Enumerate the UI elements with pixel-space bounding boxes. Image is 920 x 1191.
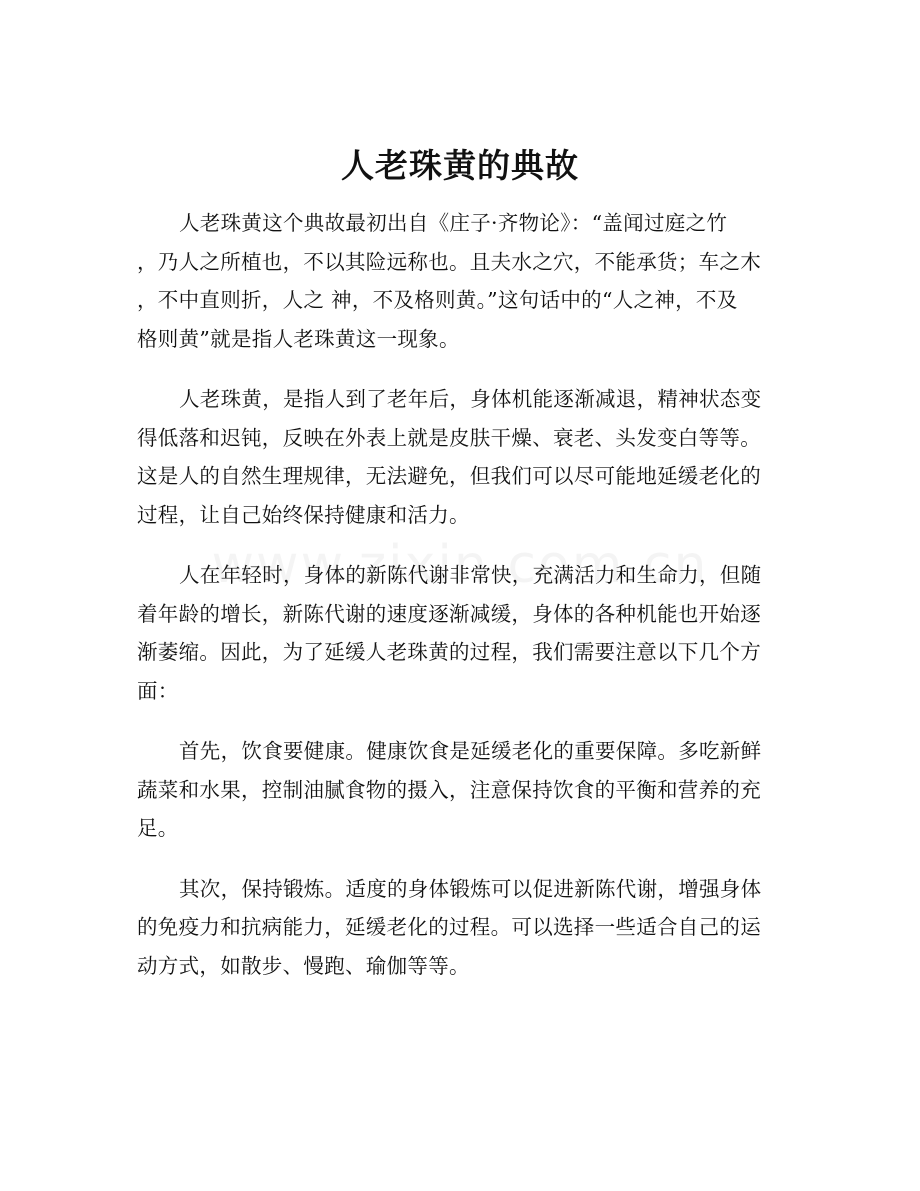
- paragraph-4: [137, 732, 783, 848]
- paragraph-line: 得低落和迟钝，反映在外表上就是皮肤干燥、衰老、头发变白等等。: [137, 425, 761, 450]
- paragraph-line: 格则黄”就是指人老珠黄这一现象。: [137, 326, 460, 351]
- paragraph-5: [137, 870, 783, 986]
- paragraph-line: 动方式，如散步、慢跑、瑜伽等等。: [137, 953, 470, 978]
- paragraph-line: 首先，饮食要健康。健康饮食是延缓老化的重要保障。多吃新鲜: [179, 739, 762, 763]
- paragraph-line: 的免疫力和抗病能力，延缓老化的过程。可以选择一些适合自己的运: [137, 915, 761, 939]
- paragraph-line: 着年龄的增长，新陈代谢的速度逐渐减缓，身体的各种机能也开始逐: [137, 601, 761, 626]
- paragraph-2: [137, 380, 783, 534]
- paragraph-line: ，乃人之所植也，不以其险远称也。且夫水之穴，不能承货；车之木: [137, 249, 761, 274]
- paragraph-line: 人在年轻时，身体的新陈代谢非常快，充满活力和生命力，但随: [179, 563, 762, 587]
- document-body: [137, 204, 783, 1007]
- paragraph-line: 蔬菜和水果，控制油腻食物的摄入，注意保持饮食的平衡和营养的充: [137, 777, 761, 802]
- paragraph-line: 这是人的自然生理规律，无法避免，但我们可以尽可能地延缓老化的: [137, 464, 761, 488]
- paragraph-line: 渐萎缩。因此，为了延缓人老珠黄的过程，我们需要注意以下几个方: [137, 640, 761, 664]
- paragraph-3: [137, 556, 783, 710]
- paragraph-line: 足。: [137, 816, 179, 840]
- paragraph-1: [137, 204, 783, 358]
- paragraph-line: 过程，让自己始终保持健康和活力。: [137, 502, 470, 527]
- paragraph-line: 面：: [137, 678, 179, 703]
- paragraph-line: ，不中直则折，人之 神，不及格则黄。”这句话中的“人之神，不及: [137, 288, 738, 312]
- paragraph-line: 人老珠黄，是指人到了老年后，身体机能逐渐减退，精神状态变: [179, 387, 762, 411]
- paragraph-line: 人老珠黄这个典故最初出自《庄子·齐物论》：“盖闻过庭之竹: [179, 211, 728, 235]
- document-title: 人老珠黄的典故: [341, 146, 579, 185]
- paragraph-line: 其次，保持锻炼。适度的身体锻炼可以促进新陈代谢，增强身体: [179, 876, 762, 901]
